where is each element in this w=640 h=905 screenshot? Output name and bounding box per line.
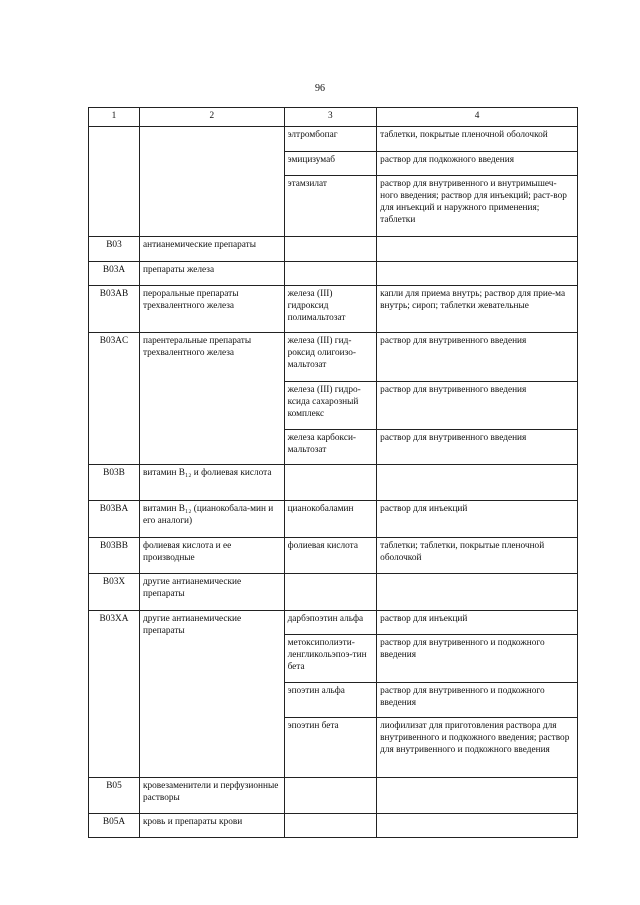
- form-cell: [377, 465, 578, 501]
- group-cell: кровь и препараты крови: [139, 814, 284, 838]
- substance-cell: цианокобаламин: [284, 501, 377, 538]
- code-cell: B03BA: [89, 501, 140, 538]
- code-cell: B05A: [89, 814, 140, 838]
- substance-cell: элтромбопаг: [284, 127, 377, 152]
- substance-cell: этамзилат: [284, 176, 377, 237]
- table-row: [89, 127, 578, 152]
- table-row: [89, 501, 578, 538]
- substance-cell: эпоэтин бета: [284, 718, 377, 778]
- form-cell: раствор для подкожного введения: [377, 152, 578, 176]
- table-row: [89, 286, 578, 333]
- group-cell: антианемические препараты: [139, 237, 284, 262]
- group-cell: другие антианемические препараты: [139, 574, 284, 611]
- code-cell: B03AB: [89, 286, 140, 333]
- header-cell-2: 2: [139, 108, 284, 127]
- form-cell: лиофилизат для приготовления раствора для внутривенного и подкожного введения; раствор для внутривенного и подкожного введения: [377, 718, 578, 778]
- substance-cell: дарбэпоэтин альфа: [284, 611, 377, 635]
- substance-cell: [284, 237, 377, 262]
- substance-cell: железа (III) гидроксид полимальтозат: [284, 286, 377, 333]
- header-cell-1: 1: [89, 108, 140, 127]
- form-cell: [377, 574, 578, 611]
- form-cell: раствор для инъекций: [377, 501, 578, 538]
- group-cell: [139, 127, 284, 237]
- code-cell: B03XA: [89, 611, 140, 778]
- form-cell: раствор для внутривенного введения: [377, 333, 578, 382]
- substance-cell: [284, 574, 377, 611]
- substance-cell: метоксиполиэти-ленгликольэпоэ-тин бета: [284, 635, 377, 683]
- code-cell: B03AC: [89, 333, 140, 465]
- code-cell: B03B: [89, 465, 140, 501]
- substance-cell: [284, 262, 377, 286]
- table-row: [89, 333, 578, 382]
- form-cell: [377, 814, 578, 838]
- substance-cell: [284, 465, 377, 501]
- substance-cell: эмицизумаб: [284, 152, 377, 176]
- group-cell: препараты железа: [139, 262, 284, 286]
- code-cell: B05: [89, 778, 140, 814]
- form-cell: раствор для внутривенного введения: [377, 382, 578, 430]
- substance-cell: [284, 814, 377, 838]
- page-number: 96: [315, 83, 325, 94]
- code-cell: B03: [89, 237, 140, 262]
- code-cell: B03X: [89, 574, 140, 611]
- table-row: [89, 538, 578, 574]
- form-cell: [377, 262, 578, 286]
- table-row: [89, 778, 578, 814]
- form-cell: раствор для внутривенного введения: [377, 430, 578, 465]
- header-cell-3: 3: [284, 108, 377, 127]
- code-cell: [89, 127, 140, 237]
- group-cell: витамин B₁₂ и фолиевая кислота: [139, 465, 284, 501]
- table-row: [89, 814, 578, 838]
- form-cell: таблетки; таблетки, покрытые пленочной оболочкой: [377, 538, 578, 574]
- form-cell: таблетки, покрытые пленочной оболочкой: [377, 127, 578, 152]
- substance-cell: фолиевая кислота: [284, 538, 377, 574]
- form-cell: [377, 237, 578, 262]
- code-cell: B03BB: [89, 538, 140, 574]
- form-cell: капли для приема внутрь; раствор для прие-ма внутрь; сироп; таблетки жевательные: [377, 286, 578, 333]
- group-cell: кровезаменители и перфузионные растворы: [139, 778, 284, 814]
- group-cell: парентеральные препараты трехвалентного железа: [139, 333, 284, 465]
- form-cell: [377, 778, 578, 814]
- form-cell: раствор для внутривенного и внутримышеч-ного введения; раствор для инъекций; раст-вор для инъекций и наружного применения; таблетки: [377, 176, 578, 237]
- table-row: [89, 237, 578, 262]
- substance-cell: эпоэтин альфа: [284, 683, 377, 718]
- table-row: [89, 611, 578, 635]
- group-cell: фолиевая кислота и ее производные: [139, 538, 284, 574]
- group-cell: витамин B₁₂ (цианокобала-мин и его аналоги): [139, 501, 284, 538]
- form-cell: раствор для внутривенного и подкожного введения: [377, 635, 578, 683]
- code-cell: B03A: [89, 262, 140, 286]
- substance-cell: железа (III) гид-роксид олигоизо-мальтозат: [284, 333, 377, 382]
- header-cell-4: 4: [377, 108, 578, 127]
- substance-cell: железа карбокси-мальтозат: [284, 430, 377, 465]
- group-cell: другие антианемические препараты: [139, 611, 284, 778]
- form-cell: раствор для инъекций: [377, 611, 578, 635]
- group-cell: пероральные препараты трехвалентного железа: [139, 286, 284, 333]
- form-cell: раствор для внутривенного и подкожного введения: [377, 683, 578, 718]
- table-header-row: [89, 108, 578, 127]
- substance-cell: железа (III) гидро-ксида сахарозный комплекс: [284, 382, 377, 430]
- table-row: [89, 574, 578, 611]
- drug-table: [88, 107, 578, 838]
- substance-cell: [284, 778, 377, 814]
- table-row: [89, 262, 578, 286]
- table-row: [89, 465, 578, 501]
